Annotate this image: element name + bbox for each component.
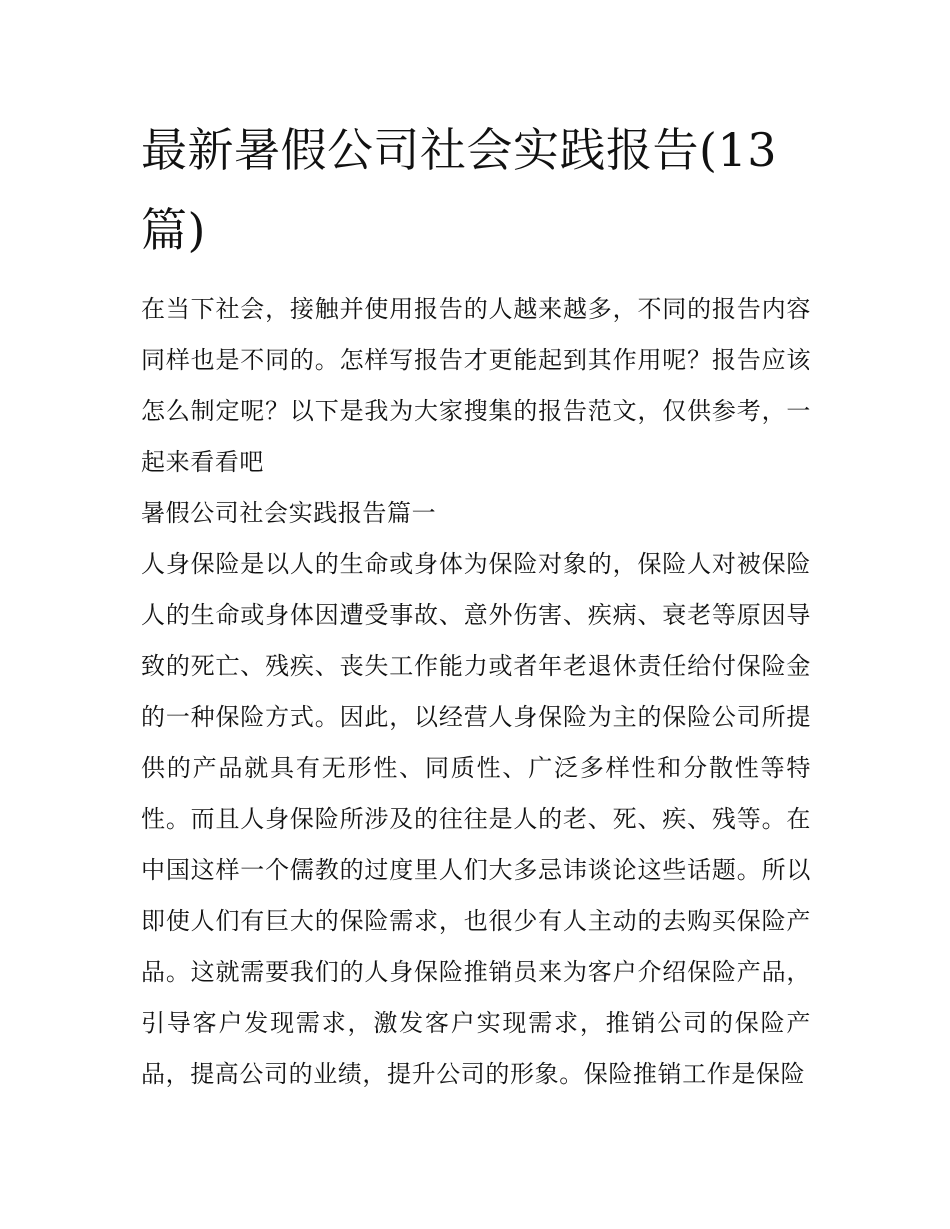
section-heading: 暑假公司社会实践报告篇一 (141, 499, 437, 527)
body-paragraph: 人身保险是以人的生命或身体为保险对象的，保险人对被保险人的生命或身体因遭受事故、意外伤害、疾病、衰老等原因导致的死亡、残疾、丧失工作能力或者年老退休责任给付保险金的一种保险方式。因此，以经营人身保险为主的保险公司所提供的产品就具有无形性、同质性、广泛多样性和分散性等特性。而且人身保险所涉及的往往是人的老、死、疾、残等。在中国这样一个儒教的过度里人们大多忌讳谈论这些话题。所以即使人们有巨大的保险需求，也很少有人主动的去购买保险产品。这就需要我们的人身保险推销员来为客户介绍保险产品，引导客户发现需求，激发客户实现需求，推销公司的保险产品，提高公司的业绩，提升公司的形象。保险推销工作是保险 (141, 550, 811, 1088)
intro-paragraph: 在当下社会，接触并使用报告的人越来越多，不同的报告内容同样也是不同的。怎样写报告才更能起到其作用呢？报告应该怎么制定呢？以下是我为大家搜集的报告范文，仅供参考，一起来看看吧 (141, 295, 811, 476)
document-content (141, 110, 811, 1100)
document-title: 最新暑假公司社会实践报告(13篇) (141, 123, 777, 257)
